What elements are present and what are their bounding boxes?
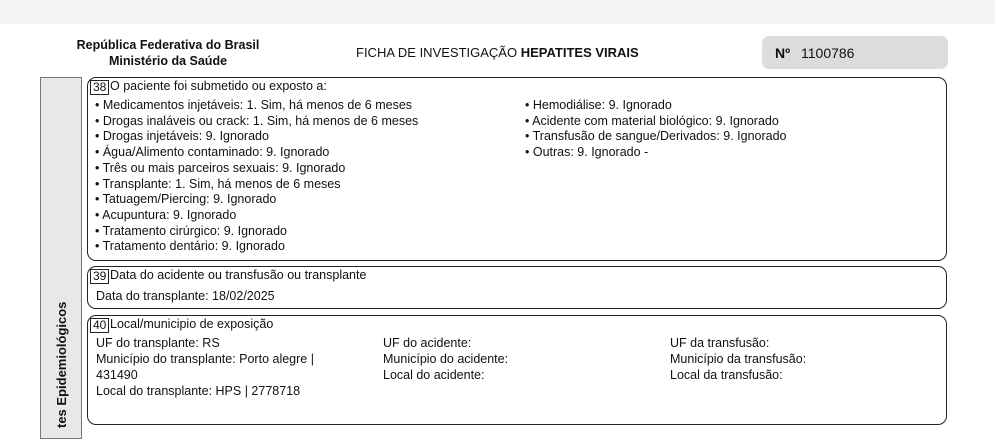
accident-location: Local do acidente: bbox=[383, 368, 485, 382]
section-number: 39 bbox=[90, 269, 109, 284]
accident-uf: UF do acidente: bbox=[383, 336, 472, 350]
exposure-item: • Acidente com material biológico: 9. Ignorado bbox=[525, 113, 779, 128]
section-title: Data do acidente ou transfusão ou transplante bbox=[110, 268, 367, 282]
section-title: O paciente foi submetido ou exposto a: bbox=[110, 79, 327, 93]
exposure-item: • Drogas inaláveis ou crack: 1. Sim, há menos de 6 meses bbox=[95, 113, 419, 128]
exposure-item: • Acupuntura: 9. Ignorado bbox=[95, 207, 237, 222]
transplant-municipality-code: 431490 bbox=[96, 368, 138, 382]
transplant-uf: UF do transplante: RS bbox=[96, 336, 220, 350]
exposure-item: • Transplante: 1. Sim, há menos de 6 meses bbox=[95, 176, 341, 191]
exposure-item: • Água/Alimento contaminado: 9. Ignorado bbox=[95, 145, 330, 160]
form-number-box bbox=[762, 36, 948, 69]
exposure-item: • Tratamento cirúrgico: 9. Ignorado bbox=[95, 223, 287, 238]
exposure-item: • Tatuagem/Piercing: 9. Ignorado bbox=[95, 192, 277, 207]
exposure-item: • Medicamentos injetáveis: 1. Sim, há menos de 6 meses bbox=[95, 98, 413, 112]
section-number: 38 bbox=[90, 80, 109, 95]
form-title-prefix: FICHA DE INVESTIGAÇÃO bbox=[356, 45, 518, 60]
top-bar bbox=[0, 0, 995, 24]
transfusion-uf: UF da transfusão: bbox=[670, 336, 770, 350]
accident-municipality: Município do acidente: bbox=[383, 352, 509, 366]
exposure-item: • Outras: 9. Ignorado - bbox=[525, 145, 649, 160]
transplant-date: Data do transplante: 18/02/2025 bbox=[96, 289, 275, 303]
section-40-location bbox=[87, 315, 947, 425]
exposure-item: • Hemodiálise: 9. Ignorado bbox=[525, 98, 672, 112]
gov-line-1: República Federativa do Brasil bbox=[76, 38, 260, 52]
section-title: Local/municipio de exposição bbox=[110, 317, 274, 331]
form-title bbox=[356, 45, 639, 60]
exposure-item: • Tratamento dentário: 9. Ignorado bbox=[95, 239, 285, 254]
section-39-date bbox=[87, 266, 947, 309]
transplant-municipality: Município do transplante: Porto alegre | bbox=[96, 352, 314, 366]
transfusion-location: Local da transfusão: bbox=[670, 368, 783, 382]
government-header bbox=[60, 37, 276, 69]
section-38-exposure bbox=[87, 77, 947, 261]
form-title-disease: HEPATITES VIRAIS bbox=[520, 45, 639, 60]
form-number-label: Nº bbox=[775, 45, 791, 61]
exposure-item: • Três ou mais parceiros sexuais: 9. Ignorado bbox=[95, 160, 346, 175]
transfusion-municipality: Município da transfusão: bbox=[670, 352, 807, 366]
section-number: 40 bbox=[90, 318, 109, 333]
exposure-item: • Drogas injetáveis: 9. Ignorado bbox=[95, 129, 269, 144]
exposure-item: • Transfusão de sangue/Derivados: 9. Ignorado bbox=[525, 129, 787, 144]
form-number-value: 1100786 bbox=[801, 45, 855, 61]
transplant-location: Local do transplante: HPS | 2778718 bbox=[96, 384, 301, 398]
sidebar-label: tes Epidemiológicos bbox=[54, 301, 69, 428]
gov-line-2: Ministério da Saúde bbox=[108, 54, 228, 68]
